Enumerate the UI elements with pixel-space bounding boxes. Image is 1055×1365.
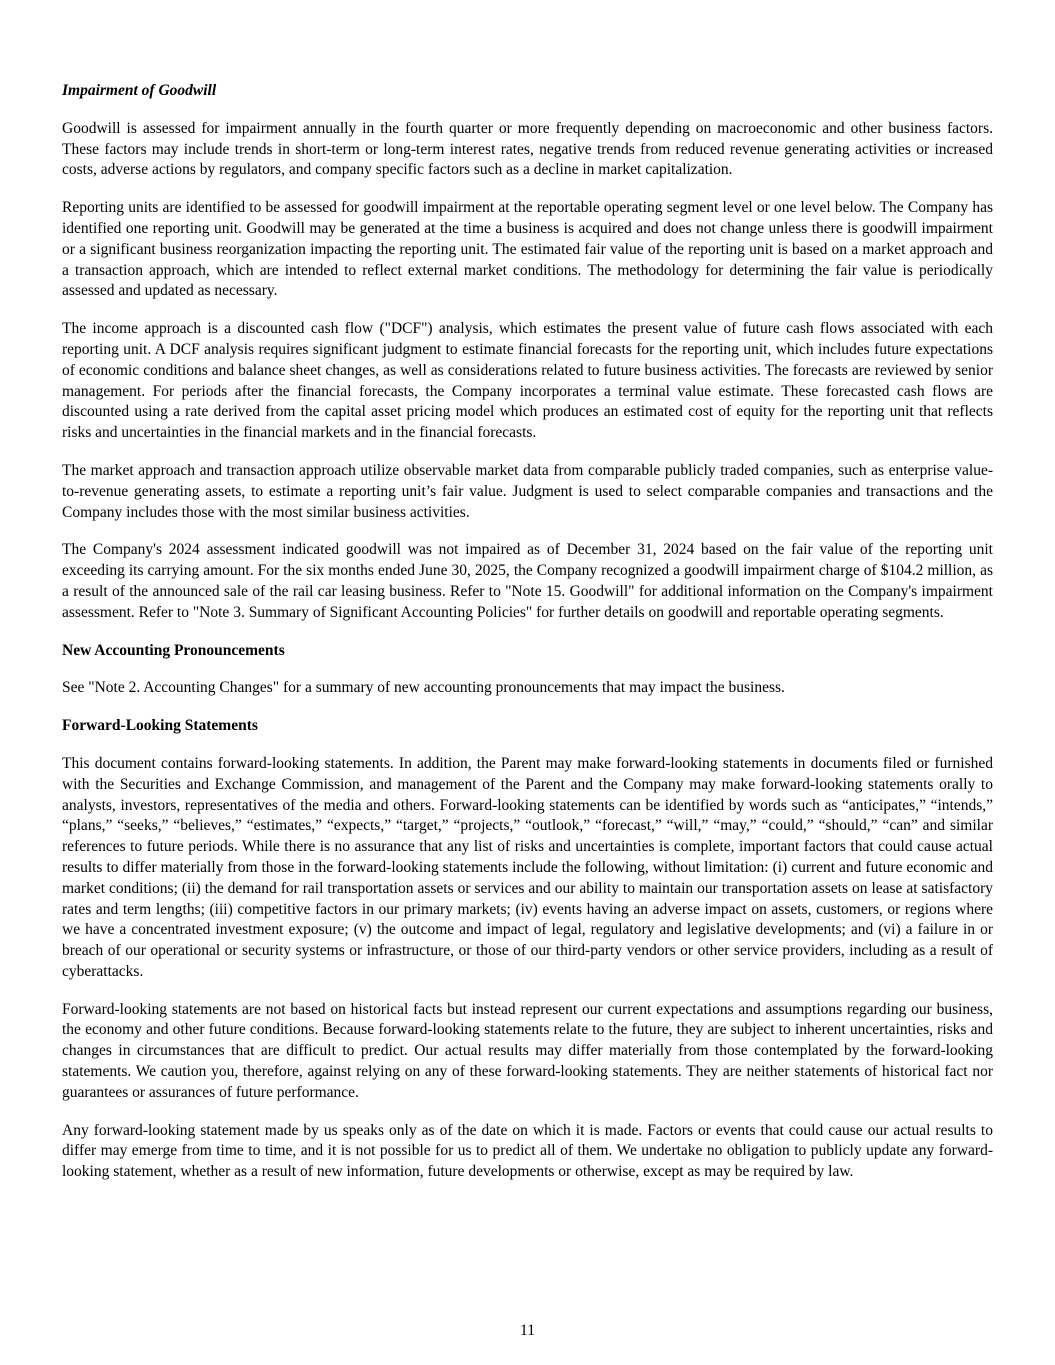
paragraph: The Company's 2024 assessment indicated goodwill was not impaired as of December 31, 2024 based on the fair value of the reporting unit exceeding its carrying amount. For the six months ended June 30, 2025, the Company recognized a goodwill impairment charge of $104.2 million, as a result of the announced sale of the rail car leasing business. Refer to "Note 15. Goodwill" for additional information on the Company's impairment assessment. Refer to "Note 3. Summary of Significant Accounting Policies" for further details on goodwill and reportable operating segments.	[62, 541, 993, 621]
paragraph: This document contains forward-looking statements. In addition, the Parent may make forward-looking statements in documents filed or furnished with the Securities and Exchange Commission, and management of the Parent and the Company may make forward-looking statements orally to analysts, investors, representatives of the media and others. Forward-looking statements can be identified by words such as “anticipates,” “intends,” “plans,” “seeks,” “believes,” “estimates,” “expects,” “target,” “projects,” “outlook,” “forecast,” “will,” “may,” “could,” “should,” “can” and similar references to future periods. While there is no assurance that any list of risks and uncertainties is complete, important factors that could cause actual results to differ materially from those in the forward-looking statements include the following, without limitation: (i) current and future economic and market conditions; (ii) the demand for rail transportation assets or services and our ability to maintain our transportation assets on lease at satisfactory rates and term lengths; (iii) competitive factors in our primary markets; (iv) events having an adverse impact on assets, customers, or regions where we have a concentrated investment exposure; (v) the outcome and impact of legal, regulatory and legislative developments; and (vi) a failure in or breach of our operational or security systems or infrastructure, or those of our third-party vendors or other service providers, including as a result of cyberattacks.	[62, 754, 993, 980]
paragraph: Any forward-looking statement made by us speaks only as of the date on which it is made. Factors or events that could cause our actual results to differ may emerge from time to time, and it is not possible for us to predict all of them. We undertake no obligation to publicly update any forward-looking statement, whether as a result of new information, future developments or otherwise, except as may be required by law.	[62, 1121, 993, 1181]
section-new-accounting-pronouncements	[62, 641, 993, 700]
paragraph: Reporting units are identified to be assessed for goodwill impairment at the reportable operating segment level or one level below. The Company has identified one reporting unit. Goodwill may be generated at the time a business is acquired and does not change unless there is goodwill impairment or a significant business reorganization impacting the reporting unit. The estimated fair value of the reporting unit is based on a market approach and a transaction approach, which are intended to reflect external market conditions. The methodology for determining the fair value is periodically assessed and updated as necessary.	[62, 199, 993, 300]
section-heading: Forward-Looking Statements	[62, 717, 258, 735]
paragraph: The market approach and transaction approach utilize observable market data from comparable publicly traded companies, such as enterprise value-to-revenue generating assets, to estimate a reporting unit’s fair value. Judgment is used to select comparable companies and transactions and the Company includes those with the most similar business activities.	[62, 461, 993, 521]
paragraph: The income approach is a discounted cash flow ("DCF") analysis, which estimates the present value of future cash flows associated with each reporting unit. A DCF analysis requires significant judgment to estimate financial forecasts for the reporting unit, which includes future expectations of economic conditions and balance sheet changes, as well as considerations related to future business activities. The forecasts are reviewed by senior management. For periods after the financial forecasts, the Company incorporates a terminal value estimate. These forecasted cash flows are discounted using a rate derived from the capital asset pricing model which produces an estimated cost of equity for the reporting unit that reflects risks and uncertainties in the financial markets and in the financial forecasts.	[62, 320, 993, 442]
page-number: 11	[520, 1322, 535, 1339]
paragraph: Forward-looking statements are not based on historical facts but instead represent our current expectations and assumptions regarding our business, the economy and other future conditions. Because forward-looking statements relate to the future, they are subject to inherent uncertainties, risks and changes in circumstances that are difficult to predict. Our actual results may differ materially from those contemplated by the forward-looking statements. We caution you, therefore, against relying on any of these forward-looking statements. They are neither statements of historical fact nor guarantees or assurances of future performance.	[62, 1000, 993, 1101]
section-impairment-of-goodwill	[62, 81, 993, 624]
paragraph: Goodwill is assessed for impairment annually in the fourth quarter or more frequently depending on macroeconomic and other business factors. These factors may include trends in short-term or long-term interest rates, negative trends from reduced revenue generating activities or increased costs, adverse actions by regulators, and company specific factors such as a decline in market capitalization.	[62, 119, 993, 179]
section-heading: Impairment of Goodwill	[62, 82, 217, 99]
section-heading: New Accounting Pronouncements	[62, 641, 285, 659]
document-page	[62, 81, 993, 1200]
section-forward-looking-statements	[62, 716, 993, 1183]
paragraph: See "Note 2. Accounting Changes" for a summary of new accounting pronouncements that may impact the business.	[62, 679, 785, 697]
